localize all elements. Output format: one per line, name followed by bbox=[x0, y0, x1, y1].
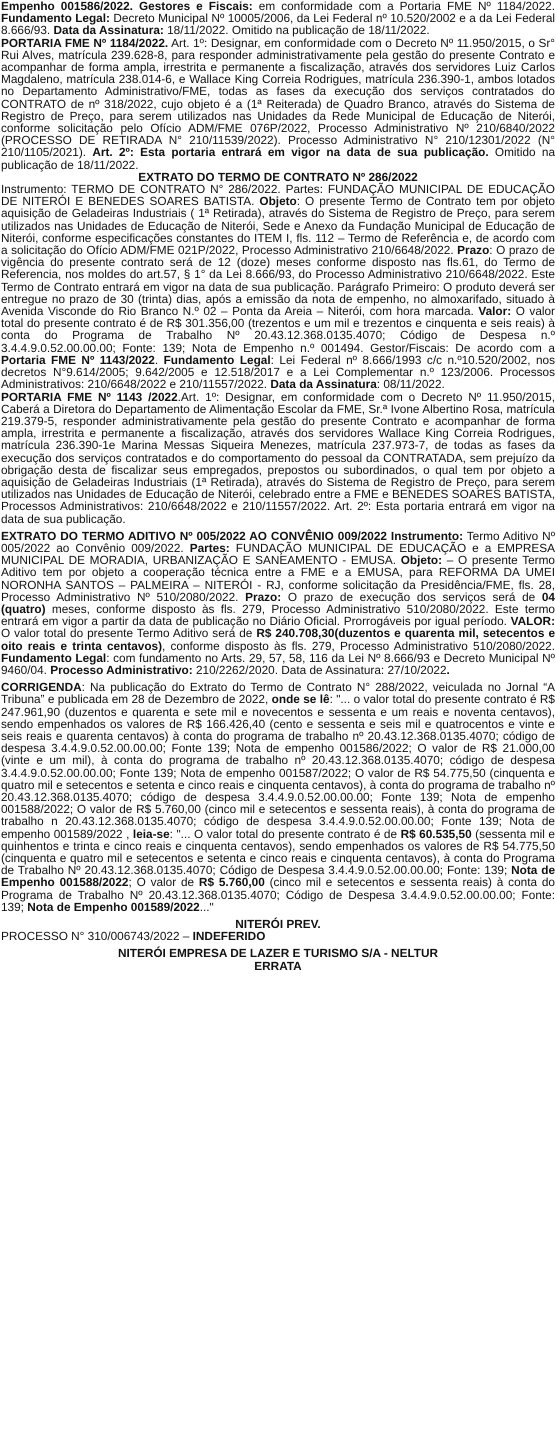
bold-text: leia-se bbox=[132, 826, 170, 841]
bold-text: Art. 2º: Esta portaria entrará em vigor na data de sua publicação. bbox=[92, 145, 489, 160]
bold-text: Prazo: bbox=[245, 589, 282, 604]
paragraph-contrato-286 bbox=[1, 183, 555, 390]
text-segment: meses, conforme disposto às fls. 279, Processo Administrativo 510/2080/2022. Este termo entrará em vigor a partir da data de publicação no Diário Oficial. Prorrogáveis por igual período. bbox=[1, 601, 555, 629]
paragraph-portaria-1143 bbox=[1, 391, 555, 525]
bold-text: R$ 240.708,30(duzentos e quarenta mil, setecentos e oito reais e trinta centavos) bbox=[1, 626, 556, 653]
text-segment: : Na publicação do Extrato do Termo de Contrato N° 288/2022, veiculada no Jornal “A Tribuna” e publicada em 28 de Dezembro de 2022, bbox=[1, 680, 555, 707]
text-segment: O prazo de execução dos serviços será de bbox=[281, 589, 542, 604]
bold-text: Fundamento Legal bbox=[163, 352, 271, 367]
bold-text: Nota de Empenho 001588/2022 bbox=[1, 863, 556, 890]
bold-text: Data da Assinatura: bbox=[53, 23, 164, 38]
text-segment: (cinco mil e setecentos e sessenta reais) à conta do Programa de Trabalho Nº 20.43.12.368.0135.4070; Código de Despesa 3.4.4.9.0.52.00.00.00; Fonte: 139; bbox=[1, 875, 555, 914]
text-segment: em conformidade com a Portaria FME Nº 1184/2022. bbox=[252, 0, 556, 13]
bold-text: Data da Assinatura bbox=[270, 377, 377, 392]
bold-text: Valor: bbox=[478, 304, 512, 319]
text-segment: : "... O valor total do presente contrato é de bbox=[169, 826, 401, 841]
text-segment: ..." bbox=[199, 899, 214, 914]
text-segment: : 08/11/2022. bbox=[376, 377, 445, 392]
bold-text: VALOR: bbox=[510, 614, 555, 629]
bold-text: Nota de Empenho 001589/2022 bbox=[27, 899, 200, 914]
heading-errata: ERRATA bbox=[254, 958, 302, 973]
paragraph-termo-aditivo-005 bbox=[1, 530, 555, 676]
text-segment: Decreto Municipal Nº 10005/2006, da Lei Federal nº 10.520/2002 e a da Lei Federal 8.666/93. bbox=[1, 11, 556, 38]
text-segment: : O presente Termo de Contrato tem por objeto aquisição de Geladeiras Industriais ( 1ª Retirada), através do Sistema de Registro de Preço, para serem utilizados nas Unidades de Educação de Niterói, Sede e Anexo da Fundação Municipal de Educação de Niterói, conforme especificações constantes do ITEM I, fls. 112 – Termo de Referência e, de acordo com a solicitação do Ofício ADM/FME 021P/2022, Processo Administrativo 210/6648/2022. bbox=[1, 194, 555, 258]
bold-text: R$ 60.535,50 bbox=[400, 826, 472, 841]
bold-text: Prazo bbox=[457, 243, 490, 258]
heading-neltur: NITERÓI EMPRESA DE LAZER E TURISMO S/A - NELTUR bbox=[117, 946, 439, 961]
text-segment: 18/11/2022. Omitido na publicação de 18/11/2022. bbox=[163, 23, 430, 38]
text-segment: Termo Aditivo Nº 005/2022 ao Convênio 009/2022. bbox=[1, 528, 556, 555]
bold-text: onde se lê bbox=[271, 692, 330, 707]
text-segment: O valor total do presente Termo Aditivo será de bbox=[1, 626, 257, 641]
bold-text: Fundamento Legal bbox=[1, 650, 107, 665]
bold-text: Empenho 001586/2022. Gestores e Fiscais: bbox=[1, 0, 253, 13]
text-segment: – O presente Termo Aditivo tem por objeto a cooperação técnica entre a FME e a EMUSA, para REFORMA DA UMEI NORONHA SANTOS – PALMEIRA – NITERÓI - RJ, conforme solicitação da Presidência/FME, fls. 28, Processo Administrativo Nº 510/2080/2022. bbox=[1, 553, 555, 604]
text-segment: FUNDAÇÃO MUNICIPAL DE EDUCAÇÃO e a EMPRESA MUNICIPAL DE MORADIA, URBANIZAÇÃO E SANEAMENTO - EMUSA. bbox=[1, 540, 555, 568]
bold-text: EXTRATO DO TERMO ADITIVO Nº 005/2022 AO CONVÊNIO 009/2022 Instrumento: bbox=[1, 528, 464, 543]
bold-text: Portaria FME Nº 1143/2022 bbox=[1, 352, 155, 367]
bold-text: R$ 5.760,00 bbox=[198, 875, 265, 890]
text-segment: : Lei Federal nº 8.666/1993 c/c n.º10.520/2002, nos decretos N°9.614/2005; 9.642/2005 e 12.518/2017 e a Lei Complementar n.º 123/2006. Processos Administrativos: 210/6648/2022 e 210/11557/2022. bbox=[1, 352, 555, 392]
bold-text: Processo Administrativo: bbox=[50, 662, 193, 677]
text-segment: 210/2262/2020. Data de Assinatura: 27/10/2022 bbox=[192, 662, 447, 677]
bold-text: INDEFERIDO bbox=[192, 929, 266, 944]
text-segment: . bbox=[154, 352, 164, 367]
bold-text: PORTARIA FME Nº 1184/2022. bbox=[1, 35, 169, 50]
bold-text: 04 (quatro) bbox=[1, 589, 555, 616]
text-segment: : "... o valor total do presente contrato é R$ 247.961,90 (duzentos e quarenta e sete mil e novecentos e sessenta e um reais e noventa centavos), sendo empenhados os valores de R$ 166.426,40 (cento e sessenta e seis mil e quatrocentos e vinte e seis reais e quarenta centavos) à conta do programa de trabalho nº 20.43.12.368.0135.4070; código de despesa 3.4.4.9.0.52.00.00.00; Fonte 139; Nota de empenho 001586/2022; O valor de R$ 21.000,00 (vinte e um mil), à conta do programa de trabalho nº 20.43.12.368.0135.4070; código de despesa 3.4.4.9.0.52.00.00.00; Fonte 139; Nota de empenho 001587/2022; O valor de R$ 54.775,50 (cinquenta e quatro mil e setecentos e setenta e cinco reais e cinquenta centavos), à conta do programa de trabalho nº 20.43.12.368.0135.4070; código de despesa 3.4.4.9.0.52.00.00.00; Fonte 139; Nota de empenho 001588/2022; O valor de R$ 5.760,00 (cinco mil e setecentos e sessenta reais), à conta do programa de trabalho n 20.43.12.368.0135.4070; código de despesa 3.4.4.9.0.52.00.00.00; Fonte 139; Nota de empenho 001589/2022 , bbox=[1, 692, 555, 841]
bold-text: Objeto: bbox=[400, 553, 443, 568]
heading-extrato-contrato-286: EXTRATO DO TERMO DE CONTRATO Nº 286/2022 bbox=[138, 169, 418, 184]
text-segment: , conforme disposto às fls. 279, Processo Administrativo 510/2080/2022. bbox=[162, 638, 555, 653]
text-segment: Instrumento: TERMO DE CONTRATO N° 286/2022. Partes: FUNDAÇÃO MUNICIPAL DE EDUCAÇÃO DE NITERÓI E BENEDES SOARES BATISTA. bbox=[1, 182, 555, 209]
text-segment: Art. 1º: Designar, em conformidade com o Decreto Nº 11.950/2015, o Sr° Rui Alves, matrícula 239.628-8, para responder administrativamente pela gestão do presente Contrato e acompanhar de forma ampla, irrestrita e permanente a fiscalização, através dos servidores Luiz Carlos Magdaleno, matrícula 238.014-6, e Wallace King Correia Rodrigues, matrícula 236.390-1, ambos lotados no Departamento Administrativo/FME, todas as fases da execução dos serviços contratados do CONTRATO de nº 318/2022, cujo objeto é a (1ª Reiterada) de Quadro Branco, através do Sistema de Registro de Preço, para serem utilizados nas Unidades da Rede Municipal de Educação de Niterói, conforme solicitação pelo Ofício ADM/FME 076P/2022, Processo Administrativo Nº 210/6840/2022 (PROCESSO DE RETIRADA N° 210/11539/2022). Processo Administrativo N° 210/12301/2022 (N° 210/1105/2021). bbox=[1, 35, 555, 160]
paragraph-corrigenda bbox=[1, 681, 555, 913]
paragraph-portaria-1184 bbox=[1, 37, 555, 171]
bold-text: Fundamento Legal: bbox=[1, 11, 110, 26]
bold-text: Objeto bbox=[259, 194, 297, 209]
text-segment: O valor total do presente contrato é de R$ 301.356,00 (trezentos e um mil e trezentos e cinquenta e seis reais) à conta do Programa de Trabalho Nº 20.43.12.368.0135.4070; Código de Despesa n.º 3.4.4.9.0.52.00.00.00; Fonte: 139; Nota de Empenho n.º 001494. Gestor/Fiscais: De acordo com a bbox=[1, 304, 555, 355]
bold-text: PORTARIA FME Nº 1143 /2022 bbox=[1, 389, 178, 404]
bold-text: CORRIGENDA bbox=[1, 680, 82, 695]
text-segment: (sessenta mil e quinhentos e trinta e cinco reais e cinquenta centavos), sendo empenhados os valores de R$ 54.775,50 (cinquenta e quatro mil e setecentos e setenta e cinco reais e cinquenta centavos), à conta do Programa de Trabalho Nº 20.43.12.368.0135.4070; Código de Despesa 3.4.4.9.0.52.00.00.00; Fonte: 139; bbox=[1, 826, 555, 878]
text-segment: .Art. 1º: Designar, em conformidade com o Decreto Nº 11.950/2015, Caberá a Diretora do Departamento de Alimentação Escolar da FME, Sr.ª Ivone Albertino Rosa, matrícula 219.379-5, responder administrativamente pela gestão do presente Contrato e acompanhar de forma ampla, irrestrita e permanente a fiscalização, através dos servidores Wallace King Correia Rodrigues, matrícula 236.390-1e Marina Messas Siqueira Menezes, matrícula 237.973-7, de todas as fases da execução dos serviços contratados e do comportamento do pessoal da CONTRATADA, sem prejuízo da obrigação desta de fiscalizar seus empregados, prepostos ou subordinados, o qual tem por objeto a aquisição de Geladeiras Industriais (1ª Retirada), através do Sistema de Registro de Preço, para serem utilizados nas Unidades de Educação de Niterói, celebrado entre a FME e BENEDES SOARES BATISTA, Processos Administrativos: 210/6648/2022 e 210/11557/2022. Art. 2º: Esta portaria entrará em vigor na data de sua publicação. bbox=[1, 389, 555, 526]
text-segment: Omitido na publicação de 18/11/2022. bbox=[1, 145, 556, 172]
text-segment: : com fundamento no Arts. 29, 57, 58, 116 da Lei Nº 8.666/93 e Decreto Municipal Nº 9460/04. bbox=[1, 650, 555, 677]
text-segment: : O prazo de vigência do presente contrato será de 12 (doze) meses conforme disposto nas fls.61, do Termo de Referencia, nos moldes do art.57, § 1° da Lei 8.666/93, do Processo Administrativo 210/6648/2022. Este Termo de Contrato entrará em vigor na data de sua publicação. Parágrafo Primeiro: O produto deverá ser entregue no prazo de 30 (trinta) dias, após a emissão da nota de empenho, no almoxarifado, situado à Avenida Visconde do Rio Branco N.º 02 – Ponta da Areia – Niterói, com hora marcada. bbox=[1, 243, 555, 319]
bold-text: . bbox=[446, 662, 450, 677]
heading-niteroi-prev: NITERÓI PREV. bbox=[235, 917, 321, 932]
text-segment: PROCESSO N° 310/006743/2022 – bbox=[1, 929, 193, 944]
text-segment: ; O valor de bbox=[128, 875, 199, 890]
paragraph-processo-indeferido bbox=[1, 930, 555, 942]
paragraph-portaria-1184-header bbox=[1, 0, 555, 37]
bold-text: Partes: bbox=[189, 540, 230, 555]
